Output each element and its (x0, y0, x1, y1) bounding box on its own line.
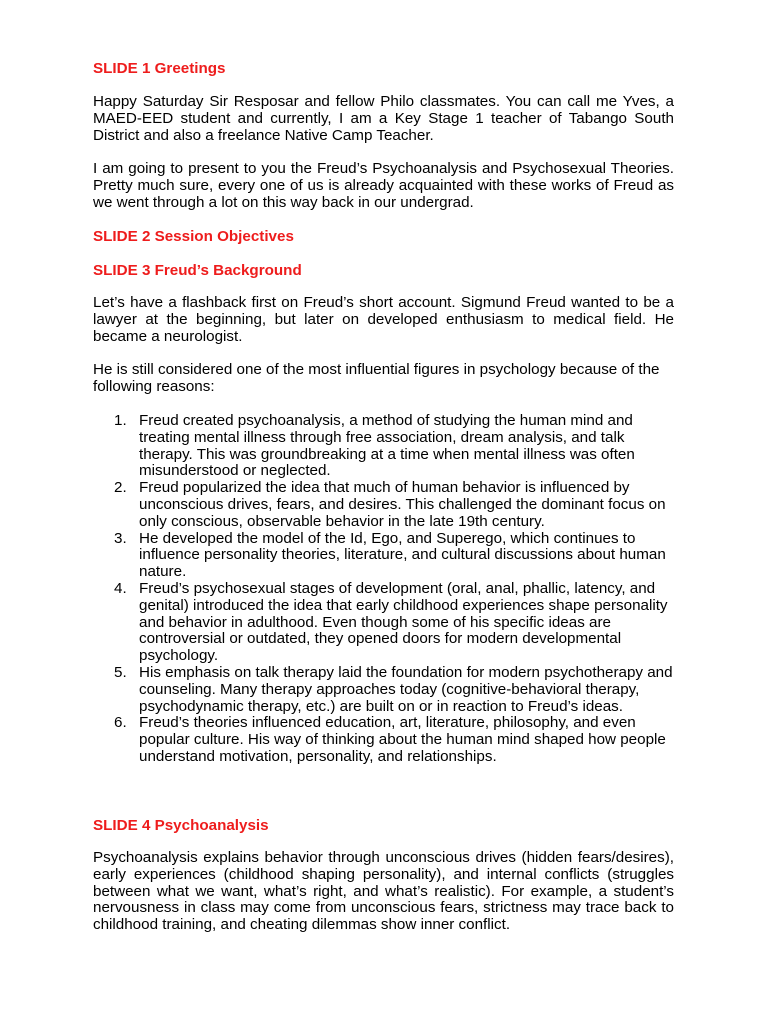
list-item-text: Freud created psychoanalysis, a method of studying the human mind and treating mental illness through free association, dream analysis, and talk therapy. This was groundbreaking at a time when mental illness was often misunderstood or neglected. (139, 412, 635, 480)
slide4-paragraph-1: Psychoanalysis explains behavior through unconscious drives (hidden fears/desires), early experiences (childhood shaping personality), and internal conflicts (struggles between what we want, what’s right, and what’s realistic). For example, a student’s nervousness in class may come from unconscious fears, strictness may trace back to childhood training, and cheating dilemmas show inner conflict. (93, 849, 674, 934)
list-item (93, 413, 673, 480)
list-item-number: 4. (114, 579, 127, 597)
reasons-list (93, 413, 673, 766)
list-item-text: Freud’s theories influenced education, art, literature, philosophy, and even popular culture. His way of thinking about the human mind shaped how people understand motivation, personality, and relationships. (139, 714, 666, 765)
list-item-text: His emphasis on talk therapy laid the foundation for modern psychotherapy and counseling. Many therapy approaches today (cognitive-behavioral therapy, psychodynamic therapy, etc.) are built on or in reaction to Freud’s ideas. (139, 663, 673, 715)
list-item (93, 531, 673, 581)
list-item-text: Freud popularized the idea that much of human behavior is influenced by unconscious drives, fears, and desires. This challenged the dominant focus on only conscious, observable behavior in the late 19th century. (139, 479, 666, 530)
slide1-paragraph-1: Happy Saturday Sir Resposar and fellow Philo classmates. You can call me Yves, a MAED-EED student and currently, I am a Key Stage 1 teacher of Tabango South District and also a freelance Native Camp Teacher. (93, 93, 674, 144)
slide2-heading: SLIDE 2 Session Objectives (93, 228, 294, 245)
list-item-number: 3. (114, 529, 127, 547)
slide3-paragraph-1: Let’s have a flashback first on Freud’s short account. Sigmund Freud wanted to be a lawyer at the beginning, but later on developed enthusiasm to medical field. He became a neurologist. (93, 294, 674, 345)
slide1-heading: SLIDE 1 Greetings (93, 60, 226, 77)
list-item-number: 5. (114, 663, 127, 681)
list-item (93, 665, 673, 715)
list-item (93, 581, 673, 665)
list-item-number: 2. (114, 479, 127, 497)
list-item-text: Freud’s psychosexual stages of development (oral, anal, phallic, latency, and genital) introduced the idea that early childhood experiences shape personality and behavior in adulthood. Even though some of his specific ideas are controversial or outdated, they opened doors for modern developmental psychology. (139, 579, 668, 665)
slide1-paragraph-2: I am going to present to you the Freud’s Psychoanalysis and Psychosexual Theories. Pretty much sure, every one of us is already acquainted with these works of Freud as we went through a lot on this way back in our undergrad. (93, 160, 674, 211)
slide3-paragraph-2: He is still considered one of the most influential figures in psychology because of the following reasons: (93, 361, 660, 395)
slide3-heading: SLIDE 3 Freud’s Background (93, 262, 302, 279)
list-item (93, 715, 673, 765)
list-item-number: 1. (114, 412, 127, 429)
list-item (93, 480, 673, 530)
list-item-number: 6. (114, 714, 127, 732)
slide4-heading: SLIDE 4 Psychoanalysis (93, 817, 269, 834)
list-item-text: He developed the model of the Id, Ego, and Superego, which continues to influence personality theories, literature, and cultural discussions about human nature. (139, 529, 666, 581)
